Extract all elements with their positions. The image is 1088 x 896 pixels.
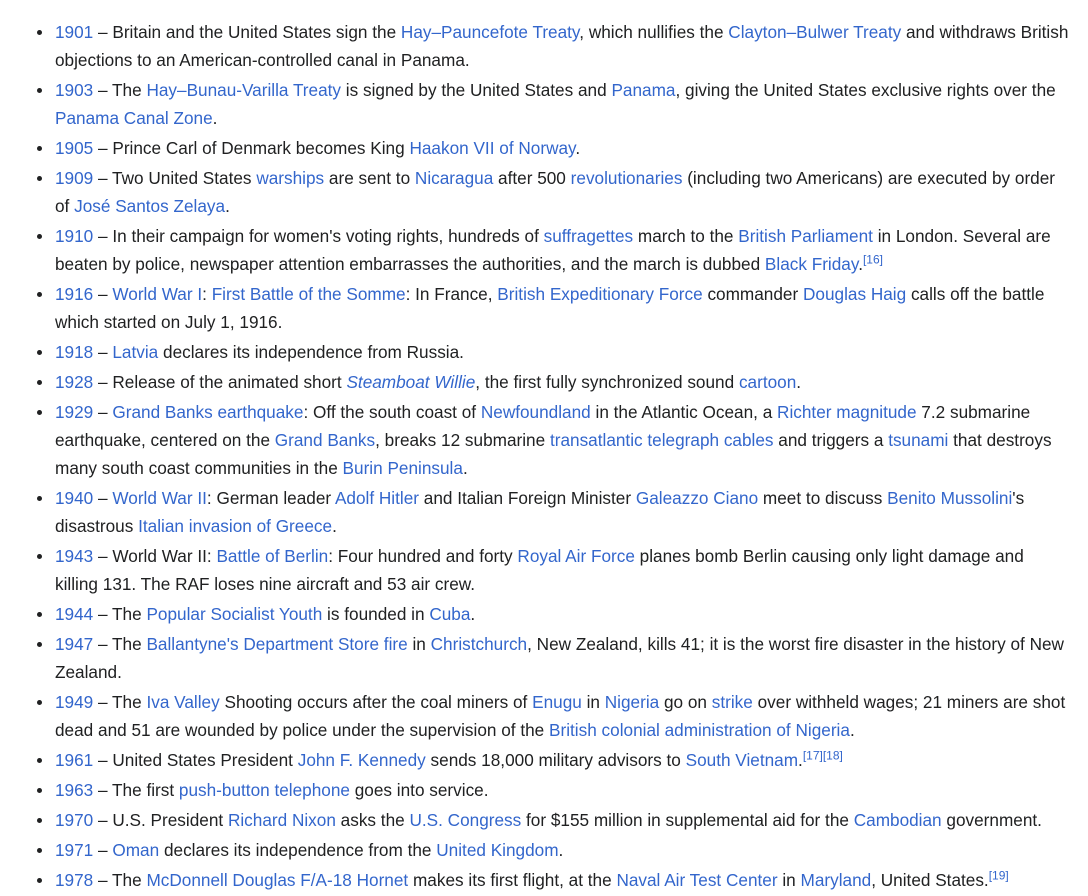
link-british-colonial-administration-of-nigeria[interactable]: British colonial administration of Nigeria (549, 720, 850, 740)
event-text: march to the (633, 226, 739, 246)
event-text: is signed by the United States and (341, 80, 612, 100)
event-text: meet to discuss (758, 488, 888, 508)
event-text: in (407, 634, 431, 654)
year-link[interactable]: 1910 (55, 226, 94, 246)
year-link[interactable]: 1901 (55, 22, 94, 42)
event-item (55, 398, 1071, 482)
link-hay-bunau-varilla-treaty[interactable]: Hay–Bunau-Varilla Treaty (146, 80, 342, 100)
year-link[interactable]: 1909 (55, 168, 94, 188)
event-item (55, 18, 1071, 74)
event-text: declares its independence from the (159, 840, 437, 860)
event-text: and withdraws British objections to an American-controlled canal in Panama. (55, 22, 1069, 70)
event-text: and triggers a (773, 430, 889, 450)
link-hay-pauncefote-treaty[interactable]: Hay–Pauncefote Treaty (400, 22, 580, 42)
event-item (55, 806, 1071, 834)
event-text: after 500 (493, 168, 571, 188)
event-text: – Prince Carl of Denmark becomes King (93, 138, 410, 158)
year-link[interactable]: 1943 (55, 546, 94, 566)
link-grand-banks[interactable]: Grand Banks (274, 430, 376, 450)
link-panama-canal-zone[interactable]: Panama Canal Zone (55, 108, 213, 128)
reference-superscript (823, 748, 843, 762)
link-john-f-kennedy[interactable]: John F. Kennedy (297, 750, 426, 770)
link-maryland[interactable]: Maryland (800, 870, 872, 890)
reference-link[interactable]: [16] (862, 252, 883, 267)
reference-superscript (863, 252, 883, 266)
link-burin-peninsula[interactable]: Burin Peninsula (342, 458, 463, 478)
event-text: : (202, 284, 212, 304)
link-british-parliament[interactable]: British Parliament (738, 226, 873, 246)
event-text: . (212, 108, 218, 128)
link-world-war-i[interactable]: World War I (112, 284, 203, 304)
year-link[interactable]: 1970 (55, 810, 94, 830)
event-text: . (849, 720, 855, 740)
event-text: planes bomb Berlin causing only light damage and killing 131. The RAF loses nine aircraft and 53 air crew. (55, 546, 1024, 594)
reference-superscript (989, 868, 1009, 882)
link-newfoundland[interactable]: Newfoundland (480, 402, 591, 422)
link-jos-santos-zelaya[interactable]: José Santos Zelaya (74, 196, 226, 216)
event-text: over withheld wages; 21 miners are shot dead and 51 are wounded by police under the supervision of the (55, 692, 1066, 740)
event-item (55, 134, 1071, 162)
link-u-s-congress[interactable]: U.S. Congress (409, 810, 522, 830)
event-text: for $155 million in supplemental aid for the (521, 810, 854, 830)
link-christchurch[interactable]: Christchurch (430, 634, 528, 654)
event-item (55, 164, 1071, 220)
event-text: , which nullifies the (579, 22, 729, 42)
event-item (55, 542, 1071, 598)
event-text: – Release of the animated short (93, 372, 347, 392)
link-galeazzo-ciano[interactable]: Galeazzo Ciano (635, 488, 759, 508)
event-text: . (558, 840, 564, 860)
link-ballantyne-s-department-store-fire[interactable]: Ballantyne's Department Store fire (146, 634, 408, 654)
link-steamboat-willie[interactable]: Steamboat Willie (346, 372, 476, 392)
link-latvia[interactable]: Latvia (112, 342, 159, 362)
event-text: : Four hundred and forty (328, 546, 518, 566)
year-link[interactable]: 1940 (55, 488, 94, 508)
reference-link[interactable]: [18] (822, 748, 843, 763)
event-text: – Two United States (93, 168, 257, 188)
event-item (55, 222, 1071, 278)
link-nicaragua[interactable]: Nicaragua (414, 168, 494, 188)
link-mcdonnell-douglas-f-a-18-hornet[interactable]: McDonnell Douglas F/A-18 Hornet (146, 870, 409, 890)
link-grand-banks-earthquake[interactable]: Grand Banks earthquake (112, 402, 304, 422)
event-item (55, 630, 1071, 686)
event-text: . (858, 254, 863, 274)
event-text: . (470, 604, 476, 624)
event-text: , the first fully synchronized sound (475, 372, 739, 392)
year-link[interactable]: 1928 (55, 372, 94, 392)
event-text: – In their campaign for women's voting rights, hundreds of (93, 226, 544, 246)
link-cartoon[interactable]: cartoon (738, 372, 797, 392)
year-link[interactable]: 1918 (55, 342, 94, 362)
event-text: – United States President (93, 750, 298, 770)
link-clayton-bulwer-treaty[interactable]: Clayton–Bulwer Treaty (728, 22, 902, 42)
link-benito-mussolini[interactable]: Benito Mussolini (887, 488, 1013, 508)
reference-superscript (803, 748, 823, 762)
event-text: – The (93, 634, 147, 654)
event-text: are sent to (324, 168, 415, 188)
year-link[interactable]: 1929 (55, 402, 94, 422)
event-text: goes into service. (349, 780, 489, 800)
link-panama[interactable]: Panama (611, 80, 676, 100)
year-link[interactable]: 1905 (55, 138, 94, 158)
event-text: and Italian Foreign Minister (419, 488, 636, 508)
link-revolutionaries[interactable]: revolutionaries (570, 168, 683, 188)
link-douglas-haig[interactable]: Douglas Haig (802, 284, 907, 304)
event-text: 7.2 submarine earthquake, centered on the (55, 402, 1031, 450)
event-text: makes its first flight, at the (408, 870, 617, 890)
link-haakon-vii-of-norway[interactable]: Haakon VII of Norway (409, 138, 576, 158)
event-text: , New Zealand, kills 41; it is the worst fire disaster in the history of New Zealand. (55, 634, 1064, 682)
event-text: sends 18,000 military advisors to (425, 750, 686, 770)
event-item (55, 600, 1071, 628)
link-push-button-telephone[interactable]: push-button telephone (178, 780, 350, 800)
year-link[interactable]: 1949 (55, 692, 94, 712)
event-text: asks the (335, 810, 410, 830)
link-south-vietnam[interactable]: South Vietnam (685, 750, 799, 770)
link-british-expeditionary-force[interactable]: British Expeditionary Force (497, 284, 703, 304)
link-strike[interactable]: strike (711, 692, 753, 712)
event-text: : German leader (206, 488, 335, 508)
event-text: – World War II: (93, 546, 217, 566)
year-link[interactable]: 1971 (55, 840, 94, 860)
link-naval-air-test-center[interactable]: Naval Air Test Center (616, 870, 778, 890)
event-item (55, 776, 1071, 804)
event-text: . (796, 372, 802, 392)
link-cuba[interactable]: Cuba (429, 604, 471, 624)
link-popular-socialist-youth[interactable]: Popular Socialist Youth (146, 604, 323, 624)
event-text: calls off the battle which started on July 1, 1916. (55, 284, 1045, 332)
year-link[interactable]: 1978 (55, 870, 94, 890)
event-text: in the Atlantic Ocean, a (590, 402, 778, 422)
event-item (55, 338, 1071, 366)
year-link[interactable]: 1961 (55, 750, 94, 770)
year-link[interactable]: 1944 (55, 604, 94, 624)
event-text: 's disastrous (55, 488, 1025, 536)
events-list (0, 18, 1071, 896)
link-world-war-ii[interactable]: World War II (112, 488, 207, 508)
link-adolf-hitler[interactable]: Adolf Hitler (334, 488, 419, 508)
link-tsunami[interactable]: tsunami (888, 430, 949, 450)
event-text: – (93, 840, 113, 860)
year-link[interactable]: 1903 (55, 80, 94, 100)
link-iva-valley[interactable]: Iva Valley (146, 692, 220, 712)
link-suffragettes[interactable]: suffragettes (543, 226, 634, 246)
event-item (55, 836, 1071, 864)
link-transatlantic-telegraph-cables[interactable]: transatlantic telegraph cables (549, 430, 774, 450)
event-text: : In France, (405, 284, 498, 304)
event-text: , United States. (871, 870, 989, 890)
event-text: , giving the United States exclusive rights over the (675, 80, 1056, 100)
link-richard-nixon[interactable]: Richard Nixon (227, 810, 336, 830)
reference-link[interactable]: [19] (988, 868, 1009, 883)
year-link[interactable]: 1963 (55, 780, 94, 800)
event-text: – (93, 402, 113, 422)
link-enugu[interactable]: Enugu (532, 692, 582, 712)
event-text: is founded in (322, 604, 430, 624)
event-text: in (777, 870, 801, 890)
event-text: – The (93, 604, 147, 624)
event-item (55, 484, 1071, 540)
event-text: – The (93, 870, 147, 890)
event-text: – The (93, 80, 147, 100)
event-text: go on (659, 692, 712, 712)
event-text: : Off the south coast of (303, 402, 481, 422)
link-warships[interactable]: warships (256, 168, 325, 188)
event-text: – (93, 342, 113, 362)
event-text: Shooting occurs after the coal miners of (219, 692, 533, 712)
event-text: . (225, 196, 230, 216)
reference-link[interactable]: [17] (802, 748, 823, 763)
link-italian-invasion-of-greece[interactable]: Italian invasion of Greece (138, 516, 333, 536)
link-richter-magnitude[interactable]: Richter magnitude (777, 402, 917, 422)
link-nigeria[interactable]: Nigeria (604, 692, 660, 712)
event-item (55, 76, 1071, 132)
event-text: that destroys many south coast communities in the (55, 430, 1052, 478)
link-black-friday[interactable]: Black Friday (764, 254, 859, 274)
event-item (55, 866, 1071, 894)
event-text: (including two Americans) are executed by order of (55, 168, 1056, 216)
event-text: – The (93, 692, 147, 712)
link-battle-of-berlin[interactable]: Battle of Berlin (216, 546, 329, 566)
event-text: – U.S. President (93, 810, 228, 830)
event-text: in London. Several are beaten by police, newspaper attention embarrasses the authorities, and the march is dubbed (55, 226, 1051, 274)
event-text: – (93, 488, 113, 508)
event-text: . (798, 750, 803, 770)
link-oman[interactable]: Oman (112, 840, 160, 860)
event-text: government. (941, 810, 1042, 830)
link-first-battle-of-the-somme[interactable]: First Battle of the Somme (211, 284, 406, 304)
event-item (55, 746, 1071, 774)
event-text: , breaks 12 submarine (375, 430, 550, 450)
event-text: commander (702, 284, 803, 304)
event-text: . (462, 458, 468, 478)
year-link[interactable]: 1916 (55, 284, 94, 304)
event-item (55, 280, 1071, 336)
link-cambodian[interactable]: Cambodian (853, 810, 942, 830)
event-text: . (332, 516, 337, 536)
year-link[interactable]: 1947 (55, 634, 94, 654)
event-text: . (575, 138, 581, 158)
event-text: declares its independence from Russia. (158, 342, 464, 362)
event-text: – The first (93, 780, 179, 800)
event-item (55, 368, 1071, 396)
event-text: – (93, 284, 113, 304)
event-item (55, 688, 1071, 744)
event-text: – Britain and the United States sign the (93, 22, 401, 42)
event-text: in (581, 692, 605, 712)
link-united-kingdom[interactable]: United Kingdom (436, 840, 559, 860)
link-royal-air-force[interactable]: Royal Air Force (517, 546, 635, 566)
